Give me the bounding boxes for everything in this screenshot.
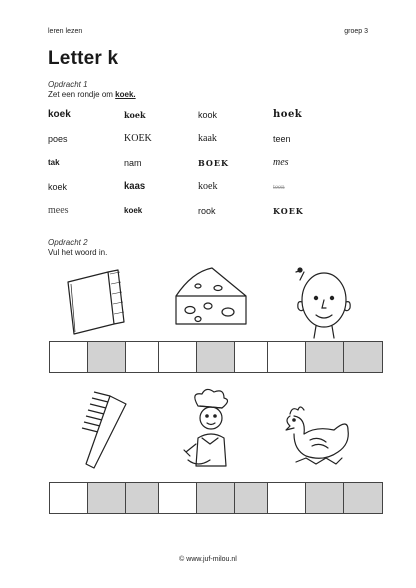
header-subject: leren lezen [48,28,83,35]
page-title: Letter k [48,48,119,69]
word[interactable]: tak [48,158,60,167]
word[interactable]: BOEK [198,158,229,168]
word[interactable]: koek [48,182,68,192]
answer-boxes-3 [267,341,383,373]
word[interactable]: hoek [273,109,303,120]
hen-picture [276,400,356,474]
word[interactable]: kaak [198,133,217,144]
letter-box-shaded[interactable] [306,342,344,372]
word-row [48,132,378,154]
word[interactable]: kaas [124,181,146,192]
head-picture [292,262,356,340]
header-grade: groep 3 [344,28,368,35]
word[interactable]: poes [48,134,68,144]
footer-copyright: © www.juf-milou.nl [179,556,237,563]
letter-box-shaded[interactable] [306,483,344,513]
word[interactable]: koek [124,206,143,215]
answer-boxes-4 [49,482,165,514]
letter-box[interactable] [50,342,88,372]
word-row [48,180,378,202]
target-word: koek. [115,90,136,99]
instruction-text: Zet een rondje om [48,90,113,99]
section1-instruction [48,90,136,99]
word[interactable]: nam [124,158,142,168]
comb-picture [64,390,134,472]
word[interactable]: KOEK [124,133,152,144]
letter-box[interactable] [268,483,306,513]
word[interactable]: teen [273,134,291,144]
answer-boxes-1 [49,341,165,373]
letter-box-shaded[interactable] [197,483,235,513]
word[interactable]: mees [48,205,69,216]
letter-box-shaded[interactable] [344,342,382,372]
letter-box[interactable] [159,483,197,513]
answer-boxes-6 [267,482,383,514]
letter-box[interactable] [268,342,306,372]
cheese-picture [168,262,252,338]
cook-picture [176,386,246,472]
word[interactable]: KOEK [273,206,304,216]
word[interactable]: mes [273,157,289,168]
word-row [48,108,378,130]
answer-boxes-2 [158,341,274,373]
letter-box-shaded[interactable] [344,483,382,513]
word[interactable]: koek [48,109,71,120]
word[interactable]: rook [198,206,216,216]
word[interactable]: koek [124,110,146,120]
letter-box-shaded[interactable] [197,342,235,372]
letter-box-shaded[interactable] [88,483,126,513]
section2-instruction: Vul het woord in. [48,248,108,257]
word-row [48,204,378,226]
letter-box[interactable] [50,483,88,513]
section2-label: Opdracht 2 [48,238,88,247]
book-picture [62,264,132,336]
word-row [48,156,378,178]
word[interactable]: koek [198,181,218,192]
section1-label: Opdracht 1 [48,80,88,89]
word[interactable]: kook [198,110,218,120]
letter-box[interactable] [159,342,197,372]
answer-boxes-5 [158,482,274,514]
letter-box-shaded[interactable] [88,342,126,372]
word[interactable]: teen [273,183,285,191]
